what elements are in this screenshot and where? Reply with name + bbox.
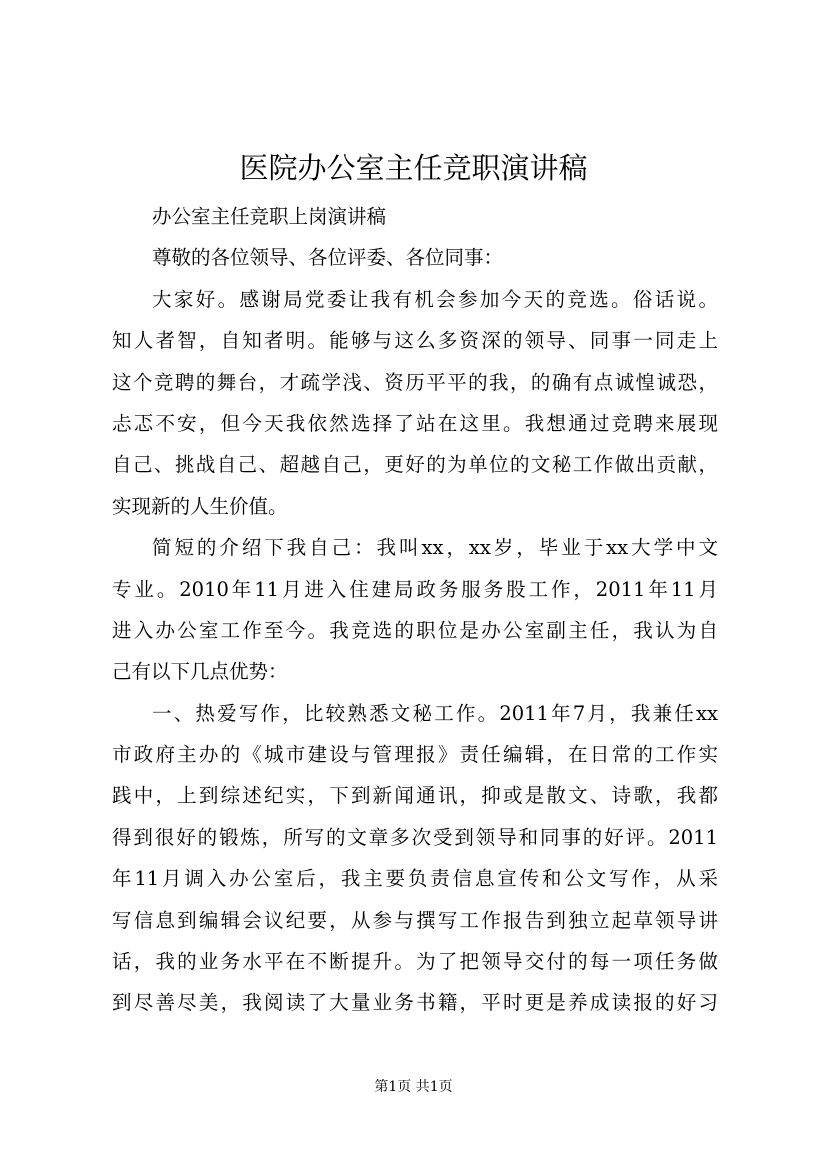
body-line: 一、热爱写作，比较熟悉文秘工作。2011年7月，我兼任xx <box>152 701 718 725</box>
body-line: 知人者智，自知者明。能够与这么多资深的领导、同事一同走上 <box>112 329 718 353</box>
body-line: 大家好。感谢局党委让我有机会参加今天的竞选。俗话说。 <box>152 287 718 311</box>
body-line: 专业。2010年11月进入住建局政务服务股工作，2011年11月 <box>112 577 718 601</box>
body-line: 市政府主办的《城市建设与管理报》责任编辑，在日常的工作实 <box>112 743 718 767</box>
body-line: 年11月调入办公室后，我主要负责信息宣传和公文写作，从采 <box>112 867 718 891</box>
body-line: 自己、挑战自己、超越自己，更好的为单位的文秘工作做出贡献， <box>112 453 718 477</box>
body-line: 进入办公室工作至今。我竞选的职位是办公室副主任，我认为自 <box>112 618 718 642</box>
page-footer: 第1页 共1页 <box>374 1079 453 1095</box>
body-line: 实现新的人生价值。 <box>112 494 288 518</box>
subtitle-line: 办公室主任竞职上岗演讲稿 <box>152 205 387 228</box>
document-title: 医院办公室主任竞职演讲稿 <box>239 151 588 185</box>
body-line: 简短的介绍下我自己：我叫xx，xx岁，毕业于xx大学中文 <box>152 536 718 560</box>
document-body <box>112 196 718 1024</box>
body-line: 这个竞聘的舞台，才疏学浅、资历平平的我，的确有点诚惶诚恐， <box>112 370 718 394</box>
body-line: 到尽善尽美，我阅读了大量业务书籍，平时更是养成读报的好习 <box>112 991 718 1015</box>
body-line: 话，我的业务水平在不断提升。为了把领导交付的每一项任务做 <box>112 950 718 974</box>
body-line: 写信息到编辑会议纪要，从参与撰写工作报告到独立起草领导讲 <box>112 908 718 932</box>
salutation-line: 尊敬的各位领导、各位评委、各位同事： <box>152 246 504 270</box>
body-line: 践中，上到综述纪实，下到新闻通讯，抑或是散文、诗歌，我都 <box>112 784 718 808</box>
body-line: 忐忑不安，但今天我依然选择了站在这里。我想通过竞聘来展现 <box>112 411 718 435</box>
body-line: 己有以下几点优势： <box>112 660 288 684</box>
body-line: 得到很好的锻炼，所写的文章多次受到领导和同事的好评。2011 <box>112 825 718 849</box>
